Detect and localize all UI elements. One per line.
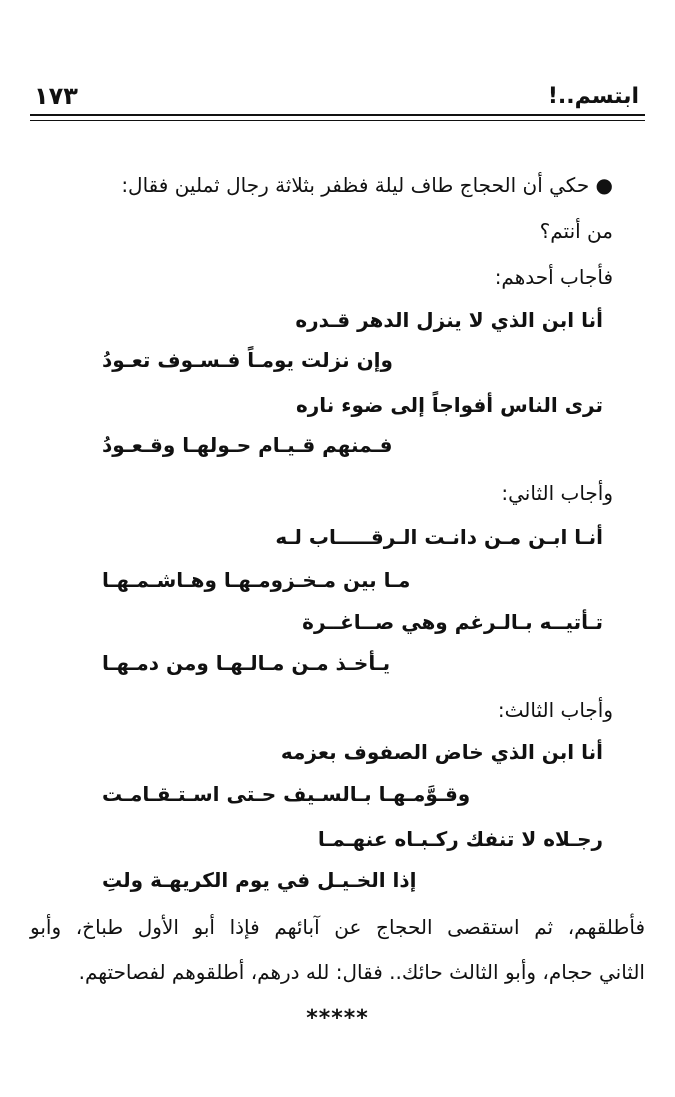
verse-line: أنـا ابـن مـن دانـت الـرقـــــاب لـه (275, 525, 603, 549)
conclusion-line-last: الثاني حجام، وأبو الثالث حائك.. فقال: لله درهم، أطلقوهم لفصاحتهم. (78, 960, 645, 984)
conclusion-line: فأطلقهم، ثم استقصى الحجاج عن آبائهم فإذا أبو الأول طباخ، وأبو (30, 915, 645, 939)
first-answer-label: فأجاب أحدهم: (494, 265, 613, 289)
third-answer-label: وأجاب الثالث: (497, 698, 613, 722)
verse-line: فـمنهم قـيـام حـولهـا وقـعـودُ (102, 433, 393, 457)
page-number: ١٧٣ (34, 82, 78, 110)
intro-line: ● حكي أن الحجاج طاف ليلة فظفر بثلاثة رجال ثملين فقال: (121, 173, 613, 197)
verse-line: تـأتيــه بـالـرغم وهي صــاغــرة (302, 610, 603, 634)
verse-line: يـأخـذ مـن مـالـهـا ومن دمـهـا (102, 651, 391, 675)
running-header (30, 78, 645, 118)
verse-line: وإن نزلت يومـاً فـسـوف تعـودُ (102, 348, 393, 372)
chapter-title: ابتسم..! (547, 84, 639, 109)
intro-question: من أنتم؟ (539, 219, 613, 243)
header-rule-thin (30, 120, 645, 121)
verse-line: إذا الخـيـل في يوم الكريهـة ولتِ (102, 868, 417, 892)
verse-line: وقـوَّمـهـا بـالسـيف حـتى اسـتـقـامـت (102, 782, 471, 806)
verse-line: أنا ابن الذي خاض الصفوف بعزمه (280, 740, 603, 764)
verse-line: مـا بين مـخـزومـهـا وهـاشـمـهـا (102, 568, 411, 592)
section-separator: ***** (306, 1006, 369, 1031)
header-rule-thick (30, 114, 645, 116)
verse-line: رجـلاه لا تنفك ركـبـاه عنهـمـا (317, 827, 603, 851)
second-answer-label: وأجاب الثاني: (501, 481, 613, 505)
verse-line: أنا ابن الذي لا ينزل الدهر قـدره (295, 308, 603, 332)
verse-line: ترى الناس أفواجاً إلى ضوء ناره (295, 393, 603, 417)
